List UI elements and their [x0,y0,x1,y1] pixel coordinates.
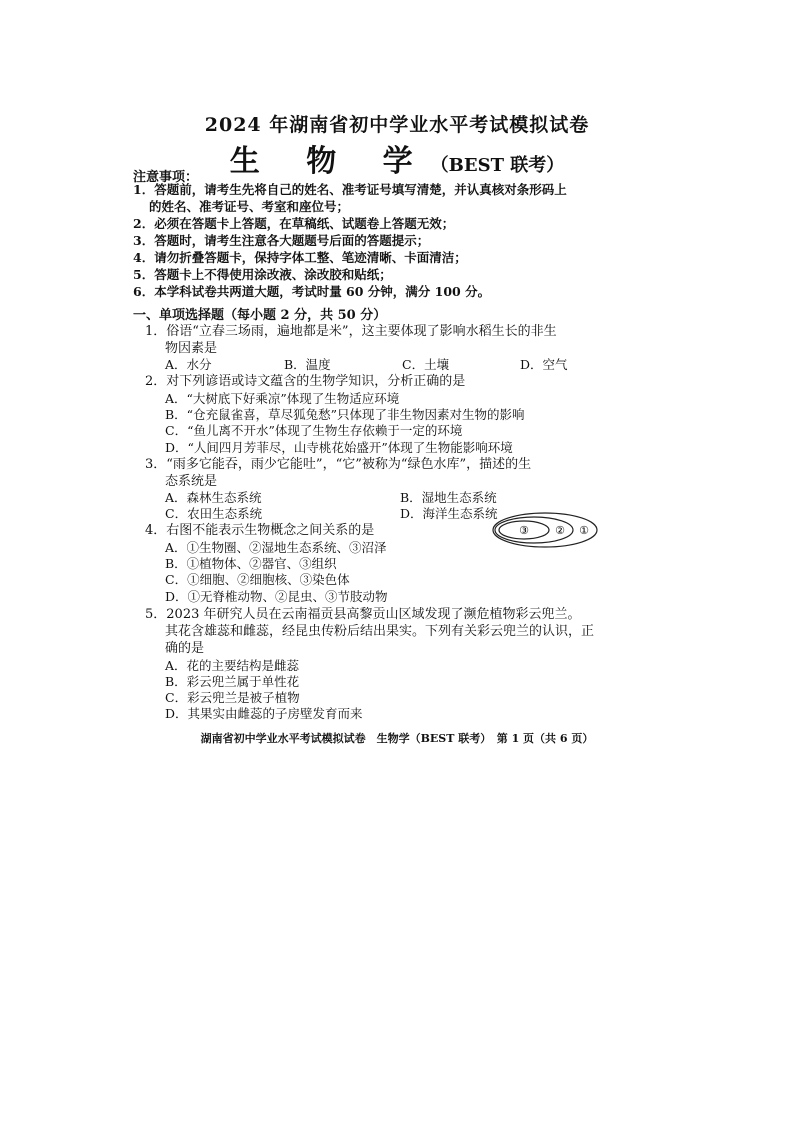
question-5-stem-cont: 其花含雄蕊和雌蕊，经昆虫传粉后结出果实。下列有关彩云兜兰的认识，正 [165,624,595,639]
exam-title: 2024 年湖南省初中学业水平考试模拟试卷 [204,114,590,136]
question-2-option-c: C．“鱼儿离不开水”体现了生物生存依赖于一定的环境 [165,423,463,438]
notice-item: 4．请勿折叠答题卡，保持字体工整、笔迹清晰、卡面清洁； [133,250,467,265]
question-2-option-b: B．“仓充鼠雀喜，草尽狐兔愁”只体现了非生物因素对生物的影响 [165,407,525,422]
question-3-stem: 3．“雨多它能吞，雨少它能吐”，“它”被称为“绿色水库”，描述的生 [145,457,532,472]
question-5-option-b: B．彩云兜兰属于单性花 [165,674,300,689]
question-2-stem: 2．对下列谚语或诗文蕴含的生物学知识，分析正确的是 [145,374,466,389]
subject-title [0,136,794,180]
question-5-option-d: D．其果实由雌蕊的子房壁发育而来 [165,706,363,721]
question-1-option-d: D．空气 [520,357,568,372]
question-3-option-d: D．海洋生态系统 [400,506,498,521]
question-3-option-b: B．湿地生态系统 [400,490,497,505]
question-1-stem: 1．俗语“立春三场雨，遍地都是米”，这主要体现了影响水稻生长的非生 [145,324,557,339]
notice-heading: 注意事项： [133,170,199,185]
question-2-option-d: D．“人间四月芳菲尽，山寺桃花始盛开”体现了生物能影响环境 [165,440,513,455]
label-3: ③ [519,524,529,537]
notice-item: 6．本学科试卷共两道大题，考试时量 60 分钟，满分 100 分。 [133,284,491,299]
notice-item: 5．答题卡上不得使用涂改液、涂改胶和贴纸； [133,267,392,282]
notice-item: 1．答题前，请考生先将自己的姓名、准考证号填写清楚，并认真核对条形码上 [133,182,567,197]
question-4-option-c: C．①细胞、②细胞核、③染色体 [165,572,350,587]
question-1-stem-cont: 物因素是 [165,341,218,356]
question-4-option-a: A．①生物圈、②湿地生态系统、③沼泽 [165,540,387,555]
label-1: ① [579,524,589,537]
question-4-stem: 4．右图不能表示生物概念之间关系的是 [145,523,375,538]
nested-circles-diagram [490,510,600,550]
question-5-stem-cont: 确的是 [165,641,205,656]
page-footer: 湖南省初中学业水平考试模拟试卷 生物学（BEST 联考） 第 1 页（共 6 页） [200,732,594,745]
question-3-stem-cont: 态系统是 [165,474,218,489]
notice-item: 3．答题时，请考生注意各大题题号后面的答题提示； [133,233,430,248]
notice-item: 2．必须在答题卡上答题，在草稿纸、试题卷上答题无效； [133,216,455,231]
question-1-option-b: B．温度 [284,357,331,372]
question-2-option-a: A．“大树底下好乘凉”体现了生物适应环境 [165,391,400,406]
question-1-option-c: C．土壤 [402,357,450,372]
subject-suffix: （BEST 联考） [430,155,565,176]
question-5-stem: 5．2023 年研究人员在云南福贡县高黎贡山区域发现了濒危植物彩云兜兰。 [145,607,581,622]
subject-name: 生 物 学 [229,144,431,179]
question-3-option-c: C．农田生态系统 [165,506,263,521]
notice-item: 的姓名、准考证号、考室和座位号； [149,199,350,214]
question-5-option-c: C．彩云兜兰是被子植物 [165,690,300,705]
label-2: ② [555,524,565,537]
question-4-option-b: B．①植物体、②器官、③组织 [165,556,337,571]
question-5-option-a: A．花的主要结构是雌蕊 [165,658,300,673]
section-heading: 一、单项选择题（每小题 2 分，共 50 分） [133,308,387,323]
question-3-option-a: A．森林生态系统 [165,490,262,505]
question-1-option-a: A．水分 [165,357,212,372]
question-4-option-d: D．①无脊椎动物、②昆虫、③节肢动物 [165,589,388,604]
